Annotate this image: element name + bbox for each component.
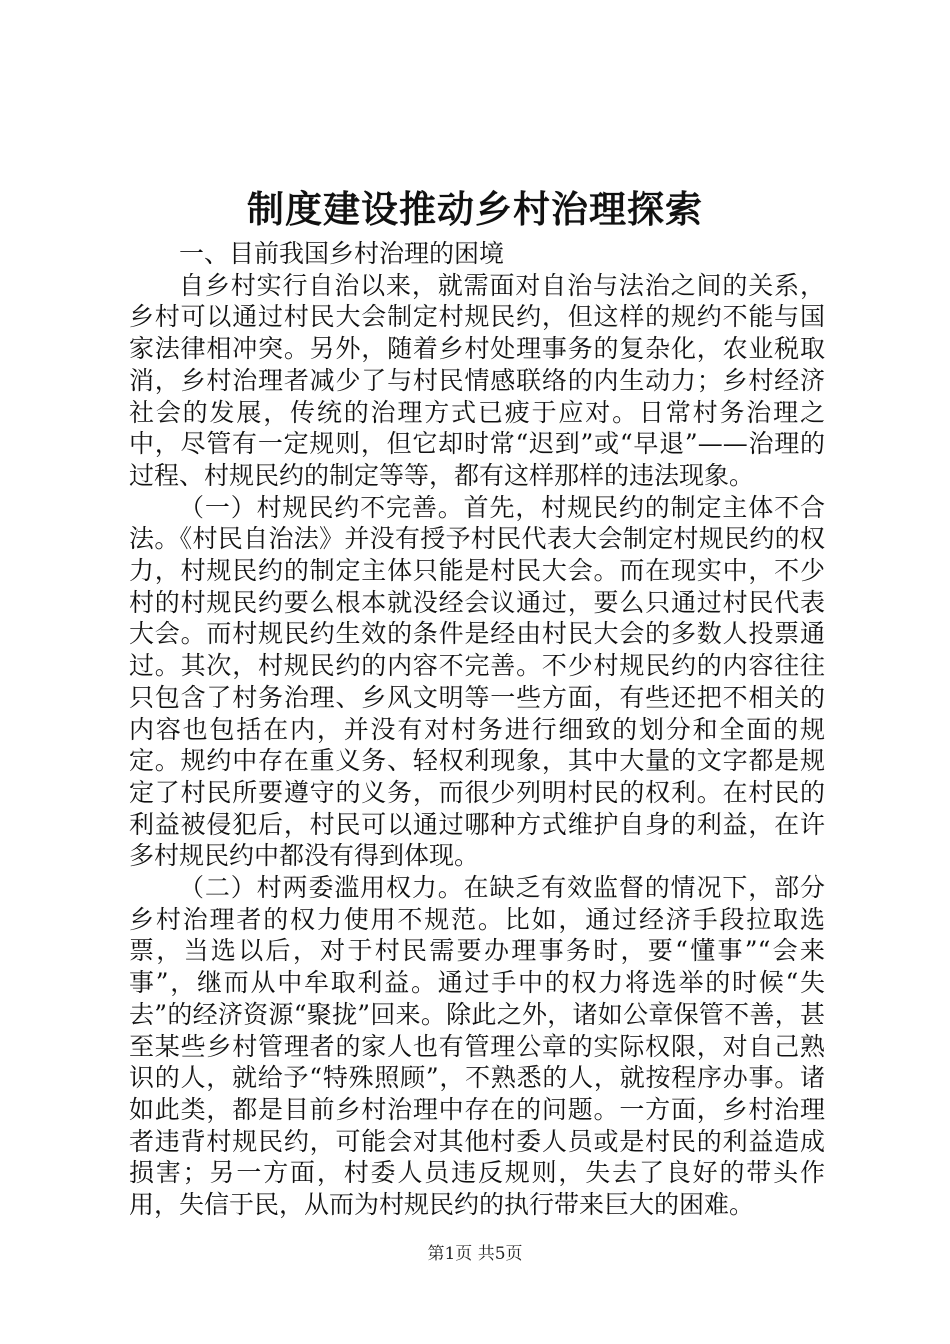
section-heading: 一、目前我国乡村治理的困境: [179, 239, 505, 268]
page-footer: 第1页 共5页: [427, 1244, 523, 1264]
paragraph-village-rules: （一）村规民约不完善。首先，村规民约的制定主体不合法。《村民自治法》并没有授予村民代表大会制定村规民约的权力，村规民约的制定主体只能是村民大会。而在现实中，不少村的村规民约要么根本就没经会议通过，要么只通过村民代表大会。而村规民约生效的条件是经由村民大会的多数人投票通过。其次，村规民约的内容不完善。不少村规民约的内容往往只包含了村务治理、乡风文明等一些方面，有些还把不相关的内容也包括在内，并没有对村务进行细致的划分和全面的规定。规约中存在重义务、轻权利现象，其中大量的文字都是规定了村民所要遵守的义务，而很少列明村民的权利。在村民的利益被侵犯后，村民可以通过哪种方式维护自身的利益，在许多村规民约中都没有得到体现。: [129, 492, 825, 871]
document-title: 制度建设推动乡村治理探索: [247, 187, 703, 231]
paragraph-intro: 自乡村实行自治以来，就需面对自治与法治之间的关系，乡村可以通过村民大会制定村规民约，但这样的规约不能与国家法律相冲突。另外，随着乡村处理事务的复杂化，农业税取消，乡村治理者减少了与村民情感联络的内生动力；乡村经济社会的发展，传统的治理方式已疲于应对。日常村务治理之中，尽管有一定规则，但它却时常“迟到”或“早退”——治理的过程、村规民约的制定等等，都有这样那样的违法现象。: [129, 270, 825, 490]
paragraph-power-abuse: （二）村两委滥用权力。在缺乏有效监督的情况下，部分乡村治理者的权力使用不规范。比如，通过经济手段拉取选票，当选以后，对于村民需要办理事务时，要“懂事”“会来事”，继而从中牟取利益。通过手中的权力将选举的时候“失去”的经济资源“聚拢”回来。除此之外，诸如公章保管不善，甚至某些乡村管理者的家人也有管理公章的实际权限，对自己熟识的人，就给予“特殊照顾”，不熟悉的人，就按程序办事。诸如此类，都是目前乡村治理中存在的问题。一方面，乡村治理者违背村规民约，可能会对其他村委人员或是村民的利益造成损害；另一方面，村委人员违反规则，失去了良好的带头作用，失信于民，从而为村规民约的执行带来巨大的困难。: [129, 873, 825, 1220]
document-body: [129, 238, 825, 1221]
